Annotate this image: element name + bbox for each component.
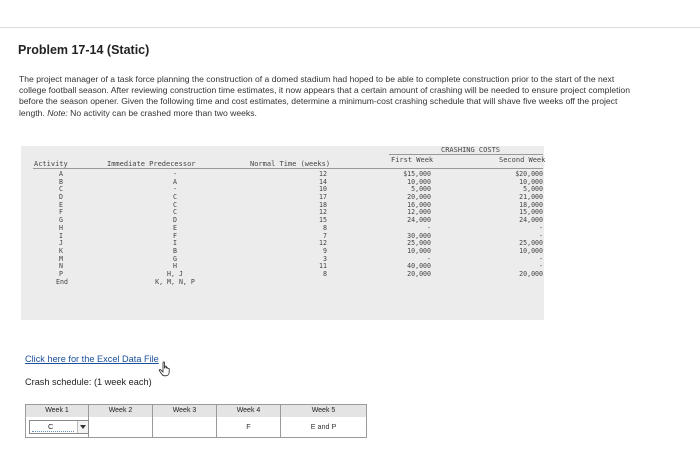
second-week-cost-cell: -	[539, 223, 543, 232]
top-divider	[0, 27, 700, 28]
activity-cell: C	[59, 185, 63, 194]
crash-schedule-label: Crash schedule: (1 week each)	[25, 377, 152, 387]
week-3-header: Week 3	[153, 405, 216, 417]
problem-text-end: No activity can be crashed more than two weeks.	[67, 107, 257, 118]
normal-time-header: Normal Time (weeks)	[250, 160, 331, 168]
activity-cell: J	[59, 239, 63, 248]
normal-time-cell: 8	[323, 269, 327, 278]
week-1-cell	[26, 405, 89, 437]
activity-cell: A	[59, 170, 63, 178]
normal-time-cell: 14	[319, 177, 327, 186]
second-week-cost-cell: 15,000	[519, 208, 543, 217]
second-week-cost-cell: 25,000	[519, 239, 543, 248]
activity-cell: G	[59, 216, 63, 225]
first-week-cost-cell: 25,000	[407, 239, 431, 248]
activity-cell: K	[59, 246, 63, 255]
week-2-cell	[89, 405, 153, 437]
normal-time-column	[291, 171, 327, 286]
activity-cell: End	[56, 277, 68, 286]
first-week-cost-cell: 24,000	[407, 216, 431, 225]
week-5-cell	[281, 405, 366, 437]
normal-time-cell: 12	[319, 170, 327, 178]
problem-title: Problem 17-14 (Static)	[18, 43, 150, 57]
activity-column	[56, 171, 66, 286]
activity-cell: B	[59, 177, 63, 186]
first-week-cost-column	[389, 171, 431, 286]
crashing-costs-header: CRASHING COSTS	[441, 146, 501, 154]
hand-pointer-icon	[158, 361, 172, 377]
normal-time-cell: 17	[319, 193, 327, 202]
second-week-cost-cell: 20,000	[519, 269, 543, 278]
predecessor-cell: B	[173, 246, 177, 255]
predecessor-cell: K, M, N, P	[155, 277, 195, 286]
second-week-cost-cell	[499, 279, 543, 287]
predecessor-cell: C	[173, 193, 177, 202]
first-week-cost-cell: 5,000	[411, 185, 431, 194]
second-week-cost-cell: 10,000	[519, 246, 543, 255]
second-week-cost-cell: 21,000	[519, 193, 543, 202]
predecessor-cell: H, J	[167, 269, 183, 278]
first-week-cost-cell: 20,000	[407, 269, 431, 278]
predecessor-cell: -	[173, 185, 177, 194]
week-3-cell	[153, 405, 217, 437]
normal-time-cell: 10	[319, 185, 327, 194]
first-week-cost-cell: 30,000	[407, 231, 431, 240]
second-week-cost-column	[499, 171, 543, 286]
predecessor-cell: C	[173, 208, 177, 217]
week-1-select[interactable]	[29, 420, 89, 434]
problem-text-main: The project manager of a task force planning the construction of a domed stadium had hoped to be able to complete construction prior to the start of the next college football season. After reviewing construction time estimates, it now appears that a certain amount of crashing will be needed to ensure project completion before the season opener. Given the following time and cost estimates, determine a minimum-cost crashing schedule that will shave five weeks off the project length.	[19, 74, 630, 118]
activity-cell: H	[59, 223, 63, 232]
header-rule	[33, 168, 543, 169]
second-week-cost-cell: 10,000	[519, 177, 543, 186]
normal-time-cell: 3	[323, 254, 327, 263]
activity-cell: F	[59, 208, 63, 217]
second-week-cost-cell: 18,000	[519, 200, 543, 209]
normal-time-cell	[291, 279, 327, 287]
predecessor-cell: D	[173, 216, 177, 225]
predecessor-cell: I	[173, 239, 177, 248]
second-week-cost-cell: $20,000	[515, 170, 543, 178]
normal-time-cell: 9	[323, 246, 327, 255]
activity-cell: E	[59, 200, 63, 209]
predecessor-cell: F	[173, 231, 177, 240]
week-5-value[interactable]: E and P	[310, 422, 337, 431]
activity-header: Activity	[34, 160, 68, 168]
second-week-cost-cell: -	[539, 262, 543, 271]
excel-data-file-link[interactable]: Click here for the Excel Data File	[25, 354, 159, 364]
activity-table	[21, 146, 544, 320]
week-4-value[interactable]: F	[246, 422, 251, 431]
week-3-value[interactable]	[153, 419, 216, 435]
first-week-cost-cell: 16,000	[407, 200, 431, 209]
activity-cell: P	[59, 269, 63, 278]
chevron-down-icon[interactable]	[77, 421, 88, 433]
week-5-header: Week 5	[281, 405, 366, 417]
problem-statement	[19, 74, 637, 119]
week-2-value[interactable]	[89, 419, 152, 435]
second-week-cost-cell: 24,000	[519, 216, 543, 225]
predecessor-cell: G	[173, 254, 177, 263]
second-week-header: Second Week	[499, 156, 546, 164]
predecessor-cell: A	[173, 177, 177, 186]
predecessor-cell: -	[173, 170, 177, 178]
week-2-header: Week 2	[89, 405, 152, 417]
crashing-costs-rule	[389, 154, 543, 155]
week-1-header: Week 1	[26, 405, 88, 417]
normal-time-cell: 15	[319, 216, 327, 225]
activity-cell: M	[59, 254, 63, 263]
activity-cell: N	[59, 262, 63, 271]
first-week-cost-cell: 20,000	[407, 193, 431, 202]
first-week-cost-cell	[389, 279, 431, 287]
first-week-cost-cell: -	[427, 223, 431, 232]
first-week-cost-cell: 40,000	[407, 262, 431, 271]
normal-time-cell: 8	[323, 223, 327, 232]
activity-cell: I	[59, 231, 63, 240]
crash-schedule-grid	[25, 404, 367, 438]
predecessor-cell: E	[173, 223, 177, 232]
normal-time-cell: 11	[319, 262, 327, 271]
normal-time-cell: 12	[319, 208, 327, 217]
predecessor-header: Immediate Predecessor	[107, 160, 196, 168]
normal-time-cell: 18	[319, 200, 327, 209]
second-week-cost-cell: -	[539, 254, 543, 263]
predecessor-column	[140, 171, 210, 286]
predecessor-cell: C	[173, 200, 177, 209]
second-week-cost-cell: -	[539, 231, 543, 240]
week-4-cell	[217, 405, 281, 437]
normal-time-cell: 12	[319, 239, 327, 248]
first-week-cost-cell: 10,000	[407, 177, 431, 186]
activity-cell: D	[59, 193, 63, 202]
week-4-header: Week 4	[217, 405, 280, 417]
week-1-selected-value: C	[48, 422, 54, 431]
first-week-cost-cell: -	[427, 254, 431, 263]
normal-time-cell: 7	[323, 231, 327, 240]
first-week-header: First Week	[391, 156, 434, 164]
first-week-cost-cell: $15,000	[403, 170, 431, 178]
second-week-cost-cell: 5,000	[523, 185, 543, 194]
problem-note-label: Note:	[47, 107, 68, 118]
first-week-cost-cell: 10,000	[407, 246, 431, 255]
select-underline	[32, 430, 74, 432]
first-week-cost-cell: 12,000	[407, 208, 431, 217]
predecessor-cell: H	[173, 262, 177, 271]
